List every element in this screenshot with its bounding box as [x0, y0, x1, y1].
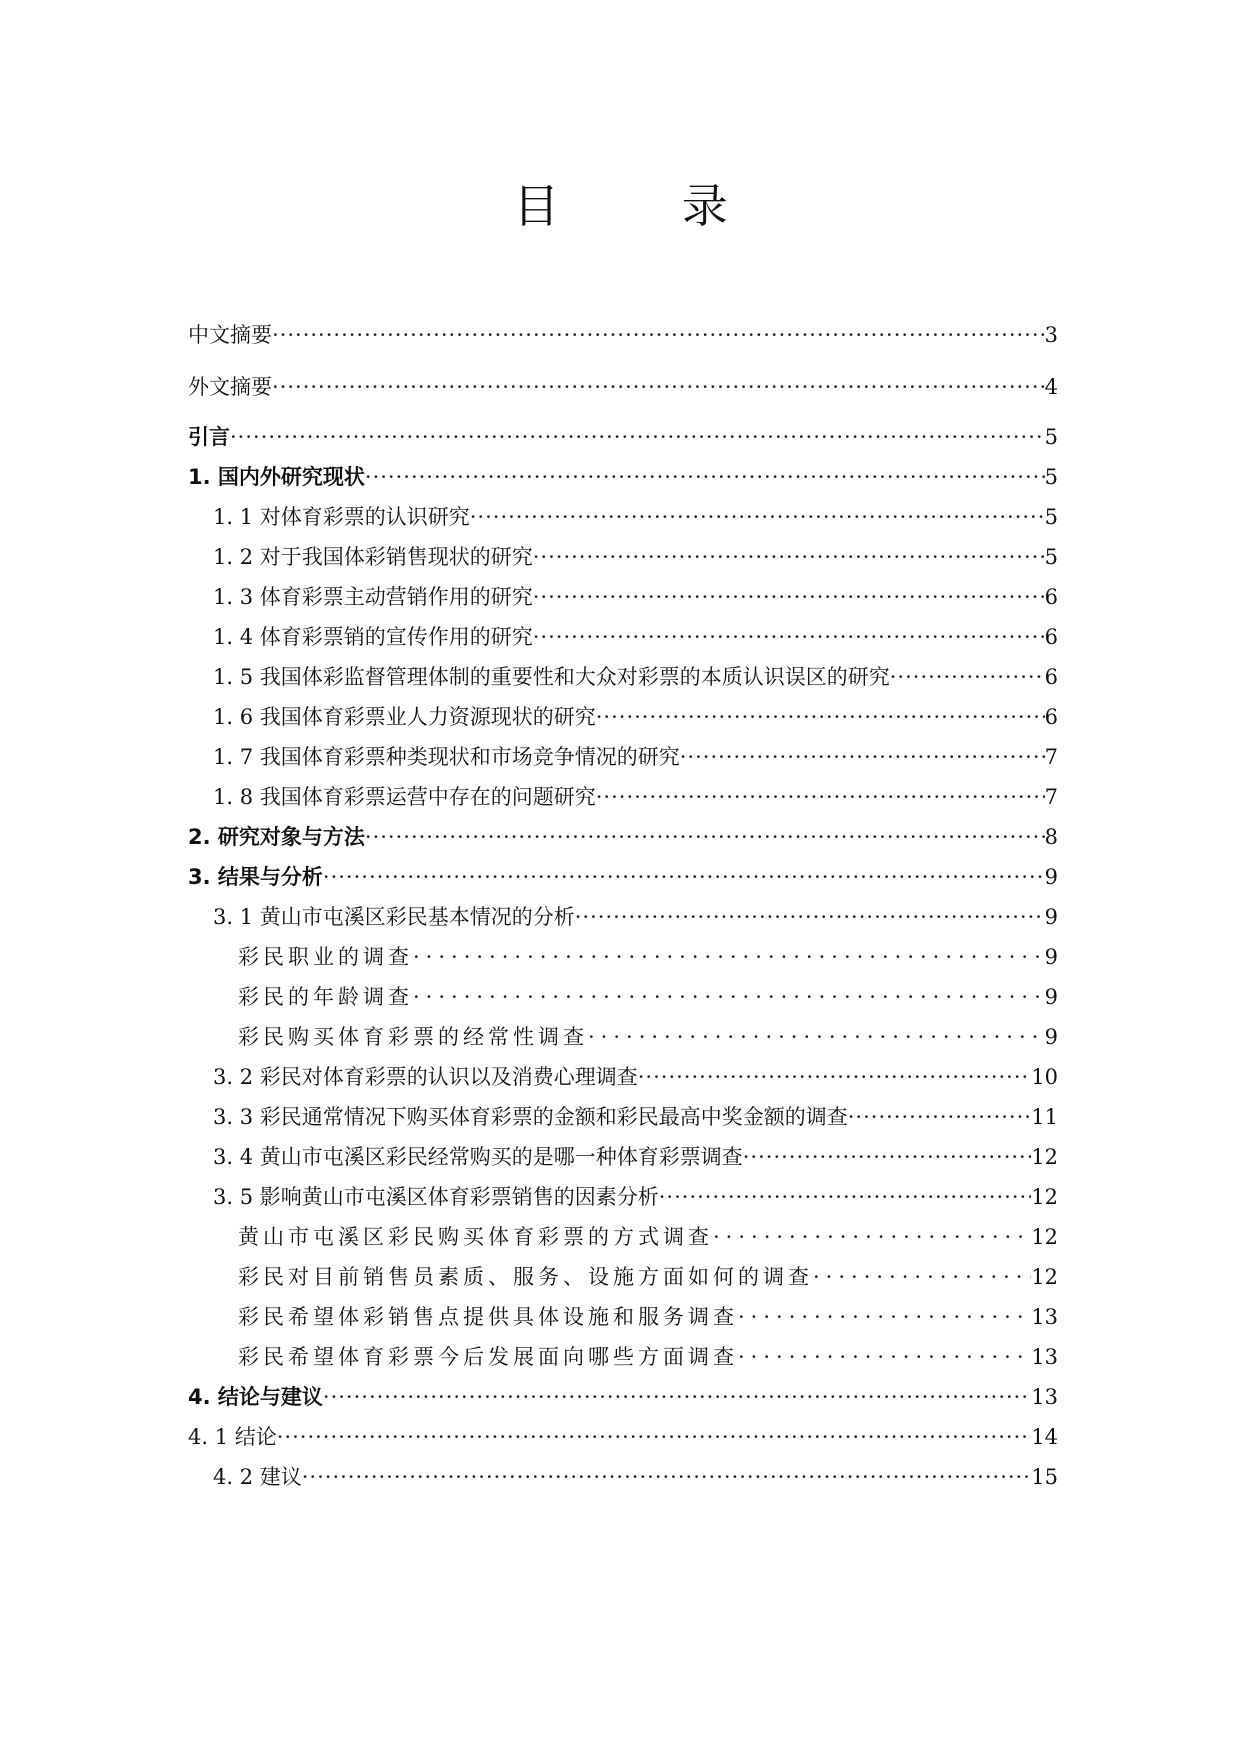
toc-entry-label: 彩民购买体育彩票的经常性调查	[238, 1025, 588, 1049]
leader-dots	[413, 940, 1045, 974]
leader-dots	[365, 820, 1045, 854]
toc-entry-page: 12	[1031, 1225, 1058, 1249]
leader-dots	[533, 540, 1045, 574]
leader-dots	[680, 740, 1045, 774]
leader-dots	[365, 460, 1045, 494]
toc-entry[interactable]	[188, 860, 1058, 894]
toc-entry-label: 黄山市屯溪区彩民购买体育彩票的方式调查	[238, 1225, 713, 1249]
toc-entry-page: 6	[1044, 705, 1058, 729]
leader-dots	[277, 1420, 1032, 1454]
toc-entry-page: 6	[1044, 625, 1058, 649]
toc-entry-page: 5	[1044, 425, 1058, 449]
toc-entry-page: 11	[1031, 1105, 1058, 1129]
toc-entry-label: 1. 5 我国体彩监督管理体制的重要性和大众对彩票的本质认识误区的研究	[213, 665, 890, 689]
toc-entry-page: 6	[1044, 585, 1058, 609]
toc-entry-label: 1. 3 体育彩票主动营销作用的研究	[213, 585, 533, 609]
toc-entry-label: 彩民对目前销售员素质、服务、设施方面如何的调查	[238, 1265, 813, 1289]
toc-entry[interactable]	[213, 700, 1058, 734]
toc-entry-page: 12	[1031, 1265, 1058, 1289]
toc-entry-label: 1. 1 对体育彩票的认识研究	[213, 505, 470, 529]
leader-dots	[533, 620, 1045, 654]
toc-entry[interactable]	[238, 1020, 1058, 1054]
toc-entry[interactable]	[213, 500, 1058, 534]
toc-entry[interactable]	[213, 580, 1058, 614]
toc-entry[interactable]	[213, 660, 1058, 694]
toc-entry[interactable]	[213, 1060, 1058, 1094]
toc-entry-label: 外文摘要	[188, 375, 272, 399]
toc-entry-label: 4. 结论与建议	[188, 1385, 323, 1409]
toc-entry-label: 4. 2 建议	[213, 1465, 302, 1489]
toc-entry[interactable]	[213, 740, 1058, 774]
toc-entry[interactable]	[213, 1460, 1058, 1494]
toc-entry-label: 3. 4 黄山市屯溪区彩民经常购买的是哪一种体育彩票调查	[213, 1145, 743, 1169]
toc-entry[interactable]	[238, 940, 1058, 974]
leader-dots	[596, 780, 1045, 814]
toc-entry-page: 9	[1044, 985, 1058, 1009]
toc-entry[interactable]	[188, 318, 1058, 352]
leader-dots	[738, 1300, 1031, 1334]
toc-entry[interactable]	[238, 1220, 1058, 1254]
toc-entry[interactable]	[188, 1420, 1058, 1454]
toc-entry-label: 3. 5 影响黄山市屯溪区体育彩票销售的因素分析	[213, 1185, 659, 1209]
toc-entry-page: 5	[1044, 545, 1058, 569]
toc-entry-label: 3. 1 黄山市屯溪区彩民基本情况的分析	[213, 905, 575, 929]
toc-entry-label: 2. 研究对象与方法	[188, 825, 365, 849]
leader-dots	[272, 318, 1045, 352]
toc-entry[interactable]	[188, 370, 1058, 404]
toc-entry[interactable]	[188, 820, 1058, 854]
leader-dots	[302, 1460, 1032, 1494]
toc-entry-page: 9	[1044, 945, 1058, 969]
toc-entry-page: 9	[1044, 865, 1058, 889]
toc-entry-page: 14	[1031, 1425, 1058, 1449]
toc-entry-page: 4	[1044, 375, 1058, 399]
toc-entry-label: 中文摘要	[188, 323, 272, 347]
leader-dots	[813, 1260, 1031, 1294]
toc-entry-label: 彩民职业的调查	[238, 945, 413, 969]
leader-dots	[323, 1380, 1031, 1414]
page-title: 目 录	[513, 179, 782, 233]
leader-dots	[890, 660, 1045, 694]
toc-entry[interactable]	[213, 540, 1058, 574]
toc-entry-label: 彩民的年龄调查	[238, 985, 413, 1009]
toc-entry-label: 3. 3 彩民通常情况下购买体育彩票的金额和彩民最高中奖金额的调查	[213, 1105, 848, 1129]
toc-entry-label: 引言	[188, 425, 230, 449]
leader-dots	[659, 1180, 1032, 1214]
toc-entry[interactable]	[188, 460, 1058, 494]
toc-entry-page: 15	[1031, 1465, 1058, 1489]
toc-entry-page: 12	[1031, 1185, 1058, 1209]
toc-entry[interactable]	[238, 1300, 1058, 1334]
leader-dots	[738, 1340, 1031, 1374]
toc-entry-label: 1. 7 我国体育彩票种类现状和市场竞争情况的研究	[213, 745, 680, 769]
toc-entry[interactable]	[238, 1340, 1058, 1374]
leader-dots	[575, 900, 1045, 934]
toc-entry-page: 12	[1031, 1145, 1058, 1169]
toc-entry-page: 3	[1044, 323, 1058, 347]
toc-entry-label: 1. 6 我国体育彩票业人力资源现状的研究	[213, 705, 596, 729]
toc-entry-label: 4. 1 结论	[188, 1425, 277, 1449]
toc-entry-page: 13	[1031, 1345, 1058, 1369]
toc-entry[interactable]	[238, 1260, 1058, 1294]
toc-entry-page: 5	[1044, 505, 1058, 529]
leader-dots	[533, 580, 1045, 614]
toc-entry-page: 10	[1031, 1065, 1058, 1089]
toc-entry-page: 7	[1044, 785, 1058, 809]
toc-entry-page: 7	[1044, 745, 1058, 769]
toc-entry[interactable]	[213, 1140, 1058, 1174]
toc-entry-page: 13	[1031, 1305, 1058, 1329]
toc-entry[interactable]	[213, 780, 1058, 814]
leader-dots	[743, 1140, 1032, 1174]
toc-entry-label: 1. 8 我国体育彩票运营中存在的问题研究	[213, 785, 596, 809]
leader-dots	[848, 1100, 1032, 1134]
leader-dots	[638, 1060, 1032, 1094]
toc-entry[interactable]	[238, 980, 1058, 1014]
toc-entry-label: 彩民希望体彩销售点提供具体设施和服务调查	[238, 1305, 738, 1329]
toc-entry[interactable]	[188, 1380, 1058, 1414]
toc-entry[interactable]	[188, 420, 1058, 454]
toc-entry-page: 5	[1044, 465, 1058, 489]
toc-entry-page: 6	[1044, 665, 1058, 689]
leader-dots	[713, 1220, 1031, 1254]
toc-entry[interactable]	[213, 1180, 1058, 1214]
leader-dots	[588, 1020, 1045, 1054]
toc-entry-page: 9	[1044, 1025, 1058, 1049]
toc-entry[interactable]	[213, 1100, 1058, 1134]
toc-entry-page: 13	[1031, 1385, 1058, 1409]
leader-dots	[413, 980, 1045, 1014]
toc-entry-label: 彩民希望体育彩票今后发展面向哪些方面调查	[238, 1345, 738, 1369]
toc-entry-label: 1. 2 对于我国体彩销售现状的研究	[213, 545, 533, 569]
leader-dots	[272, 370, 1045, 404]
toc-entry-label: 1. 4 体育彩票销的宣传作用的研究	[213, 625, 533, 649]
toc-entry-label: 3. 2 彩民对体育彩票的认识以及消费心理调查	[213, 1065, 638, 1089]
toc-entry[interactable]	[213, 900, 1058, 934]
leader-dots	[230, 420, 1045, 454]
toc-entry-page: 9	[1044, 905, 1058, 929]
leader-dots	[470, 500, 1045, 534]
toc-entry[interactable]	[213, 620, 1058, 654]
toc-entry-page: 8	[1044, 825, 1058, 849]
toc-entry-label: 3. 结果与分析	[188, 865, 323, 889]
leader-dots	[596, 700, 1045, 734]
leader-dots	[323, 860, 1045, 894]
toc-entry-label: 1. 国内外研究现状	[188, 465, 365, 489]
